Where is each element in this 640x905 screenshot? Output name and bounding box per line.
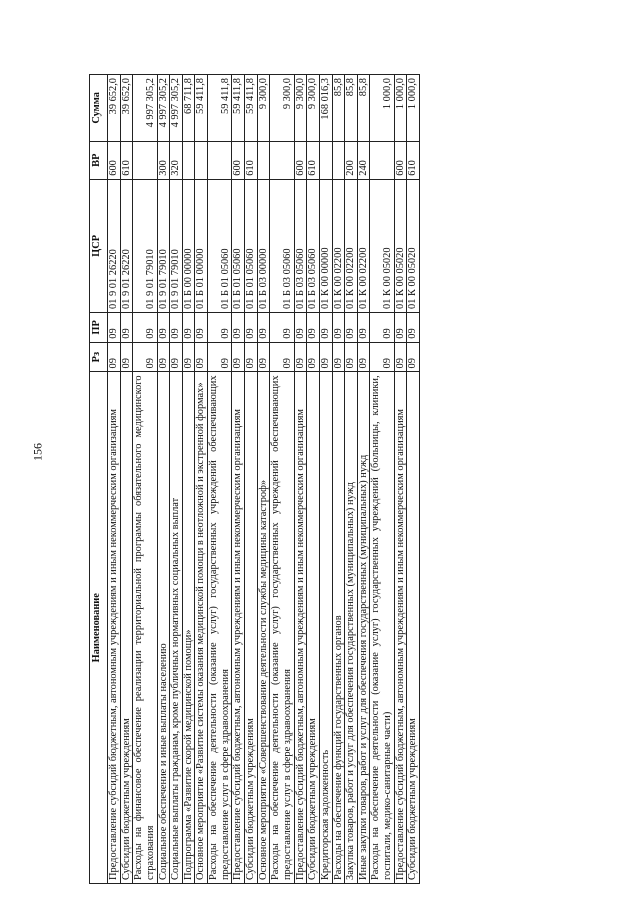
cell-pr: 09 [345, 312, 358, 342]
cell-csr: 01 9 01 26220 [120, 179, 133, 312]
cell-pr: 09 [370, 312, 394, 342]
cell-csr: 01 Б 00 00000 [182, 179, 195, 312]
cell-name: Субсидии бюджетным учреждениям [307, 372, 320, 884]
table-row [357, 75, 370, 884]
cell-pr: 09 [133, 312, 157, 342]
cell-name: Предоставление субсидий бюджетным, автономным учреждениям и иным некоммерческим организациям [232, 372, 245, 884]
cell-name: Социальные выплаты гражданам, кроме публичных нормативных социальных выплат [170, 372, 183, 884]
cell-vr: 610 [307, 141, 320, 179]
cell-vr: 200 [345, 141, 358, 179]
cell-pr: 09 [257, 312, 270, 342]
cell-csr: 01 К 00 02200 [345, 179, 358, 312]
table-row [195, 75, 208, 884]
cell-csr: 01 Б 03 00000 [257, 179, 270, 312]
cell-pr: 09 [182, 312, 195, 342]
cell-vr: 320 [170, 141, 183, 179]
cell-rz: 09 [182, 342, 195, 372]
cell-vr: 610 [407, 141, 420, 179]
cell-rz: 09 [257, 342, 270, 372]
cell-rz: 09 [394, 342, 407, 372]
cell-rz: 09 [270, 342, 294, 372]
cell-pr: 09 [294, 312, 307, 342]
cell-sum: 9 300,0 [270, 75, 294, 142]
cell-sum: 9 300,0 [307, 75, 320, 142]
cell-sum: 59 411,8 [208, 75, 232, 142]
cell-sum: 59 411,8 [232, 75, 245, 142]
cell-csr: 01 К 00 00000 [319, 179, 332, 312]
table-row [307, 75, 320, 884]
table-row [394, 75, 407, 884]
cell-vr [319, 141, 332, 179]
table-row [332, 75, 345, 884]
cell-csr: 01 К 00 05020 [394, 179, 407, 312]
cell-csr: 01 Б 01 05060 [232, 179, 245, 312]
cell-vr: 610 [120, 141, 133, 179]
cell-pr: 09 [270, 312, 294, 342]
cell-csr: 01 К 00 02200 [332, 179, 345, 312]
cell-sum: 4 997 305,2 [157, 75, 170, 142]
cell-pr: 09 [394, 312, 407, 342]
cell-csr: 01 К 00 05020 [370, 179, 394, 312]
table-row [208, 75, 232, 884]
cell-vr [270, 141, 294, 179]
cell-csr: 01 К 00 02200 [357, 179, 370, 312]
cell-vr [257, 141, 270, 179]
cell-vr [195, 141, 208, 179]
cell-pr: 09 [195, 312, 208, 342]
rotated-page-content [89, 74, 553, 884]
cell-rz: 09 [370, 342, 394, 372]
cell-pr: 09 [357, 312, 370, 342]
cell-sum: 39 652,0 [108, 75, 121, 142]
cell-sum: 85,8 [345, 75, 358, 142]
cell-pr: 09 [120, 312, 133, 342]
cell-name: Расходы на обеспечение деятельности (оказание услуг) государственных учреждений (больницы, клиники, госпитали, медико-санитарные части) [370, 372, 394, 884]
cell-sum: 168 016,3 [319, 75, 332, 142]
cell-pr: 09 [208, 312, 232, 342]
cell-vr [370, 141, 394, 179]
table-header-row [90, 75, 108, 884]
cell-rz: 09 [332, 342, 345, 372]
table-row [257, 75, 270, 884]
cell-pr: 09 [245, 312, 258, 342]
cell-sum: 68 711,8 [182, 75, 195, 142]
cell-csr: 01 Б 01 05060 [245, 179, 258, 312]
cell-rz: 09 [407, 342, 420, 372]
cell-name: Социальное обеспечение и иные выплаты населению [157, 372, 170, 884]
cell-csr: 01 Б 03 05060 [294, 179, 307, 312]
cell-vr [133, 141, 157, 179]
cell-sum: 85,8 [332, 75, 345, 142]
cell-name: Субсидии бюджетным учреждениям [245, 372, 258, 884]
cell-rz: 09 [208, 342, 232, 372]
table-row [270, 75, 294, 884]
cell-name: Основное мероприятие «Совершенствование деятельности службы медицины катастроф» [257, 372, 270, 884]
column-header-pr: ПР [90, 312, 108, 342]
cell-pr: 09 [307, 312, 320, 342]
cell-sum: 1 000,0 [394, 75, 407, 142]
cell-sum: 4 997 305,2 [133, 75, 157, 142]
cell-rz: 09 [232, 342, 245, 372]
cell-csr: 01 Б 01 05060 [208, 179, 232, 312]
column-header-rz: Рз [90, 342, 108, 372]
column-header-sum: Сумма [90, 75, 108, 142]
table-body [108, 75, 420, 884]
table-row [245, 75, 258, 884]
cell-rz: 09 [345, 342, 358, 372]
cell-sum: 4 997 305,2 [170, 75, 183, 142]
cell-rz: 09 [294, 342, 307, 372]
cell-name: Субсидии бюджетным учреждениям [407, 372, 420, 884]
cell-sum: 59 411,8 [195, 75, 208, 142]
cell-name: Расходы на обеспечение функций государственных органов [332, 372, 345, 884]
column-header-vr: ВР [90, 141, 108, 179]
cell-pr: 09 [319, 312, 332, 342]
cell-rz: 09 [307, 342, 320, 372]
cell-vr: 600 [232, 141, 245, 179]
cell-csr: 01 Б 01 00000 [195, 179, 208, 312]
cell-rz: 09 [170, 342, 183, 372]
table-row [170, 75, 183, 884]
cell-name: Кредиторская задолженность [319, 372, 332, 884]
table-row [370, 75, 394, 884]
cell-pr: 09 [407, 312, 420, 342]
cell-rz: 09 [133, 342, 157, 372]
cell-csr: 01 Б 03 05060 [270, 179, 294, 312]
cell-vr: 300 [157, 141, 170, 179]
cell-name: Предоставление субсидий бюджетным, автономным учреждениям и иным некоммерческим организациям [108, 372, 121, 884]
cell-sum: 39 652,0 [120, 75, 133, 142]
cell-pr: 09 [332, 312, 345, 342]
cell-name: Расходы на обеспечение деятельности (оказание услуг) государственных учреждений обеспечивающих предоставление услуг в сфере здравоохранения [270, 372, 294, 884]
cell-vr [332, 141, 345, 179]
cell-sum: 9 300,0 [257, 75, 270, 142]
cell-sum: 1 000,0 [370, 75, 394, 142]
cell-name: Субсидии бюджетным учреждениям [120, 372, 133, 884]
cell-pr: 09 [108, 312, 121, 342]
table-row [120, 75, 133, 884]
cell-csr: 01 9 01 79010 [170, 179, 183, 312]
table-row [294, 75, 307, 884]
cell-sum: 85,8 [357, 75, 370, 142]
cell-sum: 1 000,0 [407, 75, 420, 142]
table-row [345, 75, 358, 884]
cell-rz: 09 [319, 342, 332, 372]
cell-vr [208, 141, 232, 179]
table-row [232, 75, 245, 884]
page-number: 156 [30, 443, 45, 461]
table-row [319, 75, 332, 884]
cell-sum: 9 300,0 [294, 75, 307, 142]
cell-csr: 01 К 00 05020 [407, 179, 420, 312]
cell-rz: 09 [157, 342, 170, 372]
cell-vr [182, 141, 195, 179]
cell-name: Предоставление субсидий бюджетным, автономным учреждениям и иным некоммерческим организациям [394, 372, 407, 884]
cell-rz: 09 [357, 342, 370, 372]
cell-pr: 09 [232, 312, 245, 342]
cell-pr: 09 [170, 312, 183, 342]
cell-sum: 59 411,8 [245, 75, 258, 142]
cell-csr: 01 9 01 79010 [157, 179, 170, 312]
cell-name: Иные закупки товаров, работ и услуг для обеспечения государственных (муниципальных) нужд [357, 372, 370, 884]
cell-vr: 600 [108, 141, 121, 179]
cell-rz: 09 [195, 342, 208, 372]
cell-vr: 610 [245, 141, 258, 179]
table-row [182, 75, 195, 884]
table-row [407, 75, 420, 884]
cell-pr: 09 [157, 312, 170, 342]
cell-rz: 09 [108, 342, 121, 372]
cell-rz: 09 [120, 342, 133, 372]
budget-table [89, 74, 420, 884]
cell-csr: 01 9 01 26220 [108, 179, 121, 312]
cell-name: Основное мероприятие «Развитие системы оказания медицинской помощи в неотложной и экстренной формах» [195, 372, 208, 884]
table-row [133, 75, 157, 884]
cell-name: Расходы на финансовое обеспечение реализации территориальной программы обязательного медицинского страхования [133, 372, 157, 884]
table-row [157, 75, 170, 884]
column-header-csr: ЦСР [90, 179, 108, 312]
cell-vr: 600 [294, 141, 307, 179]
cell-vr: 240 [357, 141, 370, 179]
cell-vr: 600 [394, 141, 407, 179]
cell-name: Предоставление субсидий бюджетным, автономным учреждениям и иным некоммерческим организациям [294, 372, 307, 884]
column-header-name: Наименование [90, 372, 108, 884]
cell-csr: 01 9 01 79010 [133, 179, 157, 312]
cell-name: Подпрограмма «Развитие скорой медицинской помощи» [182, 372, 195, 884]
cell-name: Расходы на обеспечение деятельности (оказание услуг) государственных учреждений обеспечивающих предоставление услуг в сфере здравоохранения [208, 372, 232, 884]
cell-rz: 09 [245, 342, 258, 372]
cell-name: Закупка товаров, работ и услуг для обеспечения государственных (муниципальных) нужд [345, 372, 358, 884]
cell-csr: 01 Б 03 05060 [307, 179, 320, 312]
table-row [108, 75, 121, 884]
